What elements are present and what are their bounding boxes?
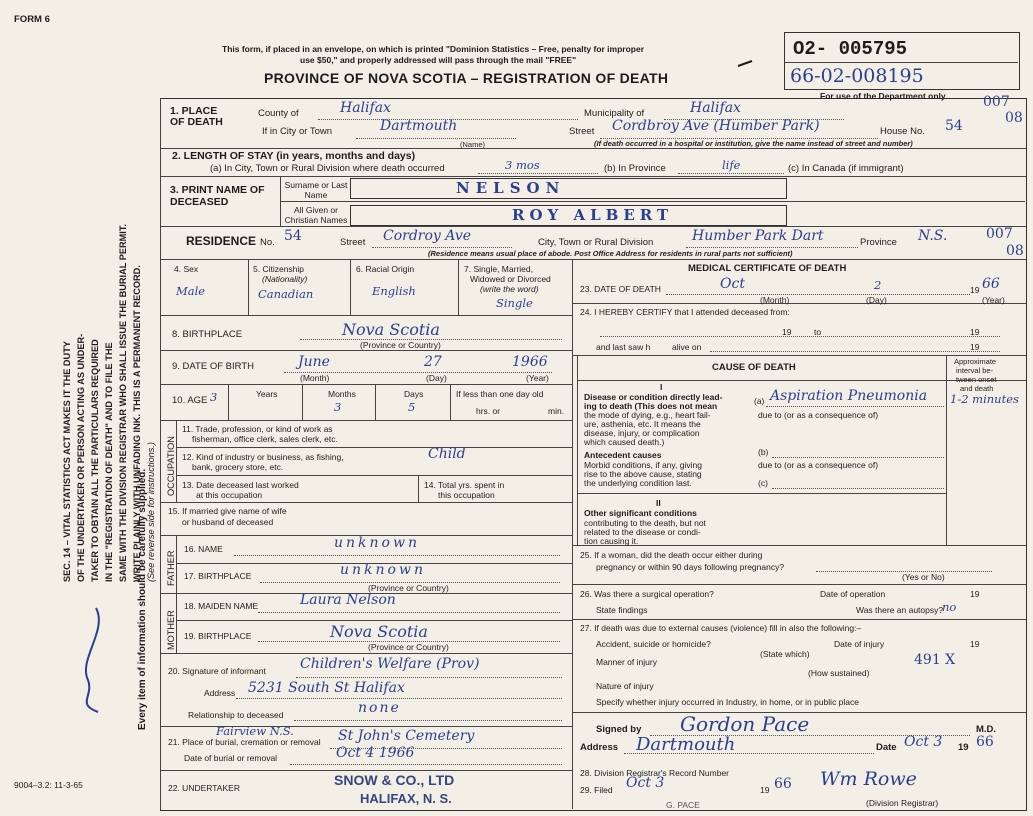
- cause-a-value: Aspiration Pneumonia: [770, 388, 928, 404]
- autopsy-value: no: [942, 600, 957, 614]
- undertaker-stamp-1: SNOW & CO., LTD: [334, 772, 455, 788]
- relationship-value: none: [358, 700, 401, 716]
- print-name-label: 3. PRINT NAME OF DECEASED: [170, 184, 265, 208]
- racial-origin-value: English: [372, 284, 416, 298]
- undertaker-stamp-2: HALIFAX, N. S.: [360, 791, 452, 806]
- death-year-value: 66: [982, 276, 1000, 292]
- informant-address-value: 5231 South St Halifax: [248, 680, 405, 696]
- county-value: Halifax: [340, 100, 391, 116]
- house-number-value: 54: [945, 118, 963, 134]
- physician-address-value: Dartmouth: [636, 734, 736, 755]
- residence-street-value: Cordroy Ave: [383, 228, 472, 244]
- marital-status-value: Single: [496, 296, 533, 310]
- mother-birthplace-value: Nova Scotia: [330, 622, 428, 641]
- margin-signature: [68, 600, 128, 720]
- physician-signature: Gordon Pace: [680, 712, 810, 736]
- birthplace-value: Nova Scotia: [342, 320, 440, 339]
- surname-value: NELSON: [456, 179, 566, 197]
- department-number: 66-02-008195: [790, 65, 924, 87]
- department-code-1: 007: [983, 94, 1010, 110]
- medical-certificate-title: MEDICAL CERTIFICATE OF DEATH: [688, 263, 847, 274]
- city-value: Dartmouth: [380, 118, 458, 134]
- vital-statistics-side-note: SEC. 14 – VITAL STATISTICS ACT MAKES IT THE DUTY OF THE UNDERTAKER OR PERSON ACTING AS UNDER- TAKER TO OBTAIN ALL THE PARTICULARS REQUIRED IN THE "REGISTRATION OF DEATH" AND TO FILE THE SAME WITH THE DIVISION REGISTRAR WHO SHALL ISSUE THE BURIAL PERMIT. WRITE PLAINLY WITH UNFADING INK. THIS IS A PERMANENT RECORD. (See reverse side for instructions.): [62, 224, 156, 582]
- length-of-stay-label: 2. LENGTH OF STAY (in years, months and days): [172, 150, 416, 162]
- dob-month-value: June: [298, 354, 330, 370]
- burial-date-value: Oct 4 1966: [336, 745, 415, 761]
- residence-city-value: Humber Park Dart: [692, 228, 824, 244]
- department-code-1b: 08: [1005, 110, 1023, 126]
- manner-of-injury-value: 491 X: [914, 652, 956, 668]
- father-birthplace-value: unknown: [340, 562, 426, 578]
- municipality-value: Halifax: [690, 100, 741, 116]
- department-use-note: For use of the Department only: [820, 91, 946, 101]
- residence-label: RESIDENCE: [186, 234, 257, 248]
- mother-maiden-name-value: Laura Nelson: [300, 592, 396, 608]
- interval-a-value: 1-2 minutes: [950, 392, 1019, 406]
- street-value: Cordbroy Ave (Humber Park): [612, 118, 820, 134]
- burial-location-note: Fairview N.S.: [216, 724, 294, 738]
- dob-day-value: 27: [424, 354, 442, 370]
- residence-number-value: 54: [284, 228, 302, 244]
- form-code: 9004–3.2: 11-3-65: [14, 780, 83, 790]
- age-months-value: 3: [334, 400, 342, 414]
- form-title: PROVINCE OF NOVA SCOTIA – REGISTRATION OF DEATH: [264, 70, 669, 86]
- death-day-value: 2: [874, 278, 882, 292]
- citizenship-value: Canadian: [258, 287, 314, 301]
- division-registrar-signature: Wm Rowe: [820, 768, 917, 790]
- age-prefix-value: 3: [210, 390, 218, 404]
- department-code-2: 007: [986, 226, 1013, 242]
- stay-city-value: 3 mos: [505, 158, 540, 172]
- filed-year-value: 66: [774, 776, 792, 792]
- place-of-death-label: 1. PLACE OF DEATH: [170, 105, 223, 128]
- pace-stamp: G. PACE: [666, 800, 700, 810]
- sex-value: Male: [176, 284, 206, 298]
- form-number: FORM 6: [14, 14, 50, 25]
- carefully-supplied-note: Every item of information should be carefully supplied.: [137, 468, 148, 730]
- department-code-2b: 08: [1006, 243, 1024, 259]
- industry-value: Child: [428, 446, 466, 462]
- informant-signature-value: Children's Welfare (Prov): [300, 656, 480, 672]
- cause-of-death-title: CAUSE OF DEATH: [712, 362, 796, 373]
- dob-year-value: 1966: [512, 354, 548, 370]
- signed-year-value: 66: [976, 734, 994, 750]
- signed-date-value: Oct 3: [904, 734, 943, 750]
- burial-place-value: St John's Cemetery: [338, 728, 475, 744]
- registration-number: O2- 005795: [793, 38, 908, 60]
- death-month-value: Oct: [720, 276, 745, 292]
- postal-note-2: use $50," and properly addressed will pass through the mail "FREE": [300, 55, 577, 65]
- age-days-value: 5: [408, 400, 416, 414]
- filed-date-value: Oct 3: [626, 775, 665, 791]
- occupation-side-label: OCCUPATION: [166, 436, 176, 496]
- pen-mark: [736, 58, 756, 70]
- given-names-value: ROY ALBERT: [512, 206, 674, 224]
- residence-province-value: N.S.: [918, 228, 948, 244]
- stay-province-value: life: [722, 158, 741, 172]
- postal-note-1: This form, if placed in an envelope, on which is printed "Dominion Statistics – Free, penalty for improper: [222, 44, 645, 54]
- father-name-value: unknown: [334, 535, 420, 551]
